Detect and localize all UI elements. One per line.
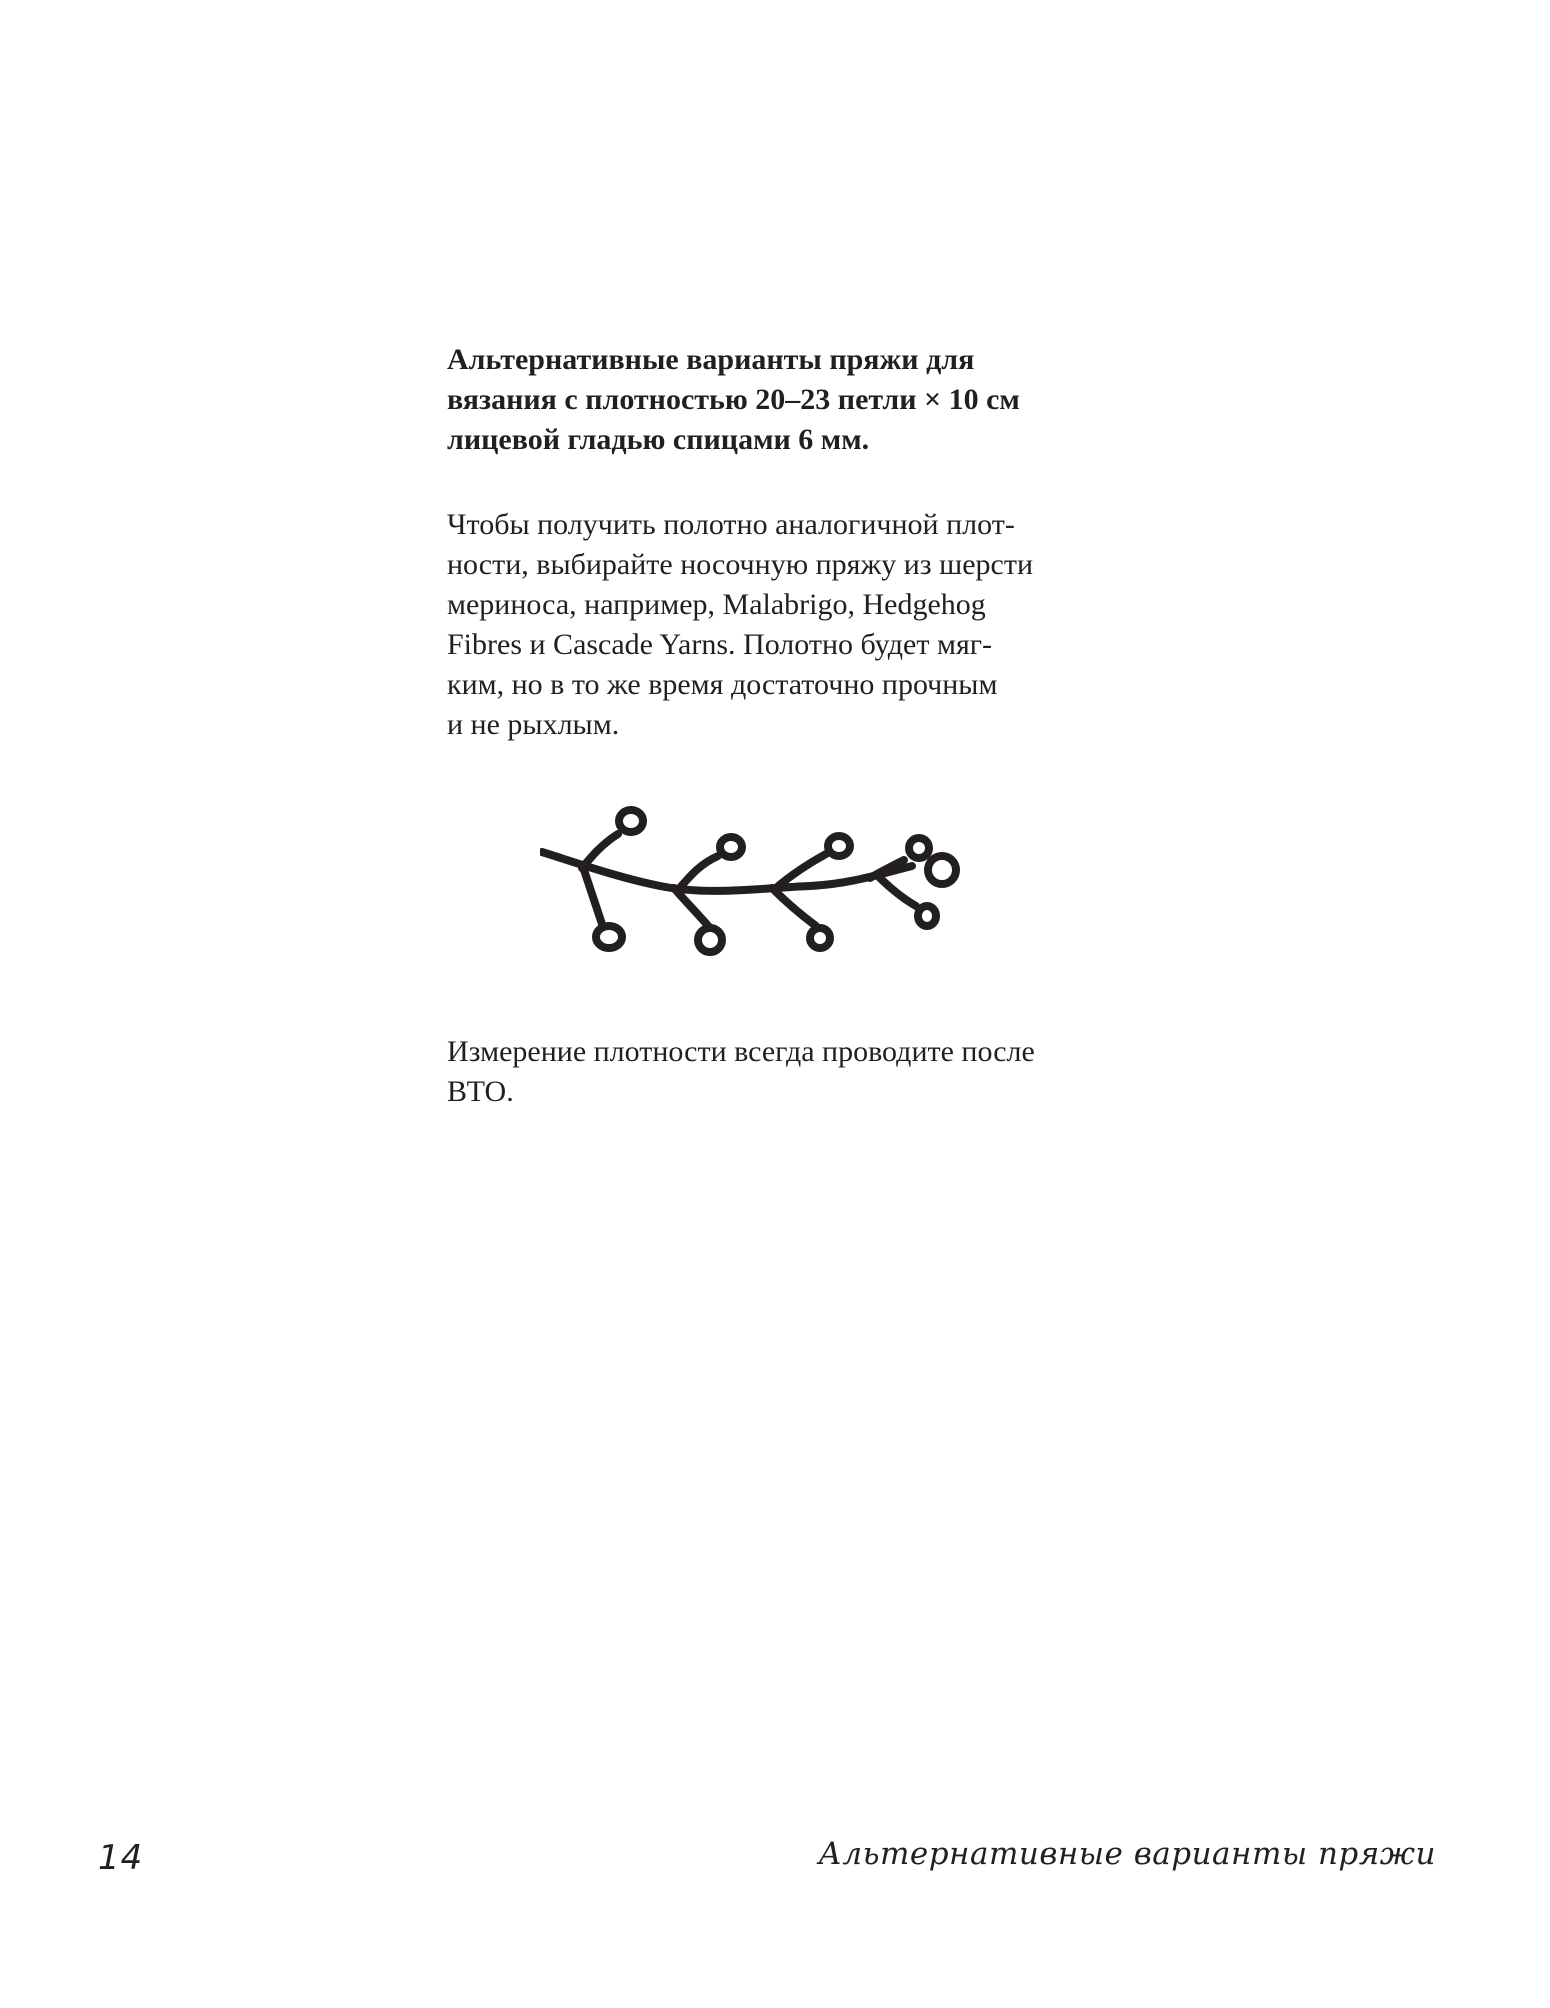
- berry-top-1: [619, 810, 643, 832]
- twig-upper-1: [582, 834, 618, 868]
- body-paragraph-yarn-alternatives: Чтобы получить полотно аналогичной плот- ности, выбирайте носочную пряжу из шерсти мериноса, например, Malabrigo, Hedgehog Fibres и Cascade Yarns. Полотно будет мяг- ким, но в то же время достаточно прочным и не рыхлым.: [447, 508, 1033, 741]
- twig-lower-3: [772, 888, 816, 926]
- twig-lower-1: [584, 870, 602, 924]
- section-heading: Альтернативные варианты пряжи для вязания с плотностью 20–23 петли × 10 см лицевой гладью спицами 6 мм.: [447, 343, 1020, 456]
- main-content: [447, 340, 1087, 1108]
- berry-top-3: [828, 836, 850, 856]
- running-title: Альтернативные варианты пряжи: [818, 1836, 1436, 1872]
- berry-end: [928, 856, 956, 884]
- twig-upper-2: [678, 856, 718, 890]
- berry-top-4: [909, 838, 929, 858]
- berry-bottom-4: [918, 906, 936, 926]
- page-number: 14: [98, 1838, 144, 1878]
- twig-lower-4: [878, 876, 916, 906]
- branch-with-berries-icon: [540, 796, 990, 966]
- berry-bottom-2: [698, 928, 722, 952]
- berry-bottom-1: [596, 926, 622, 948]
- body-paragraph-gauge-note: Измерение плотности всегда проводите после ВТО.: [447, 1035, 1035, 1108]
- berry-bottom-3: [810, 928, 830, 948]
- berry-top-2: [720, 837, 742, 857]
